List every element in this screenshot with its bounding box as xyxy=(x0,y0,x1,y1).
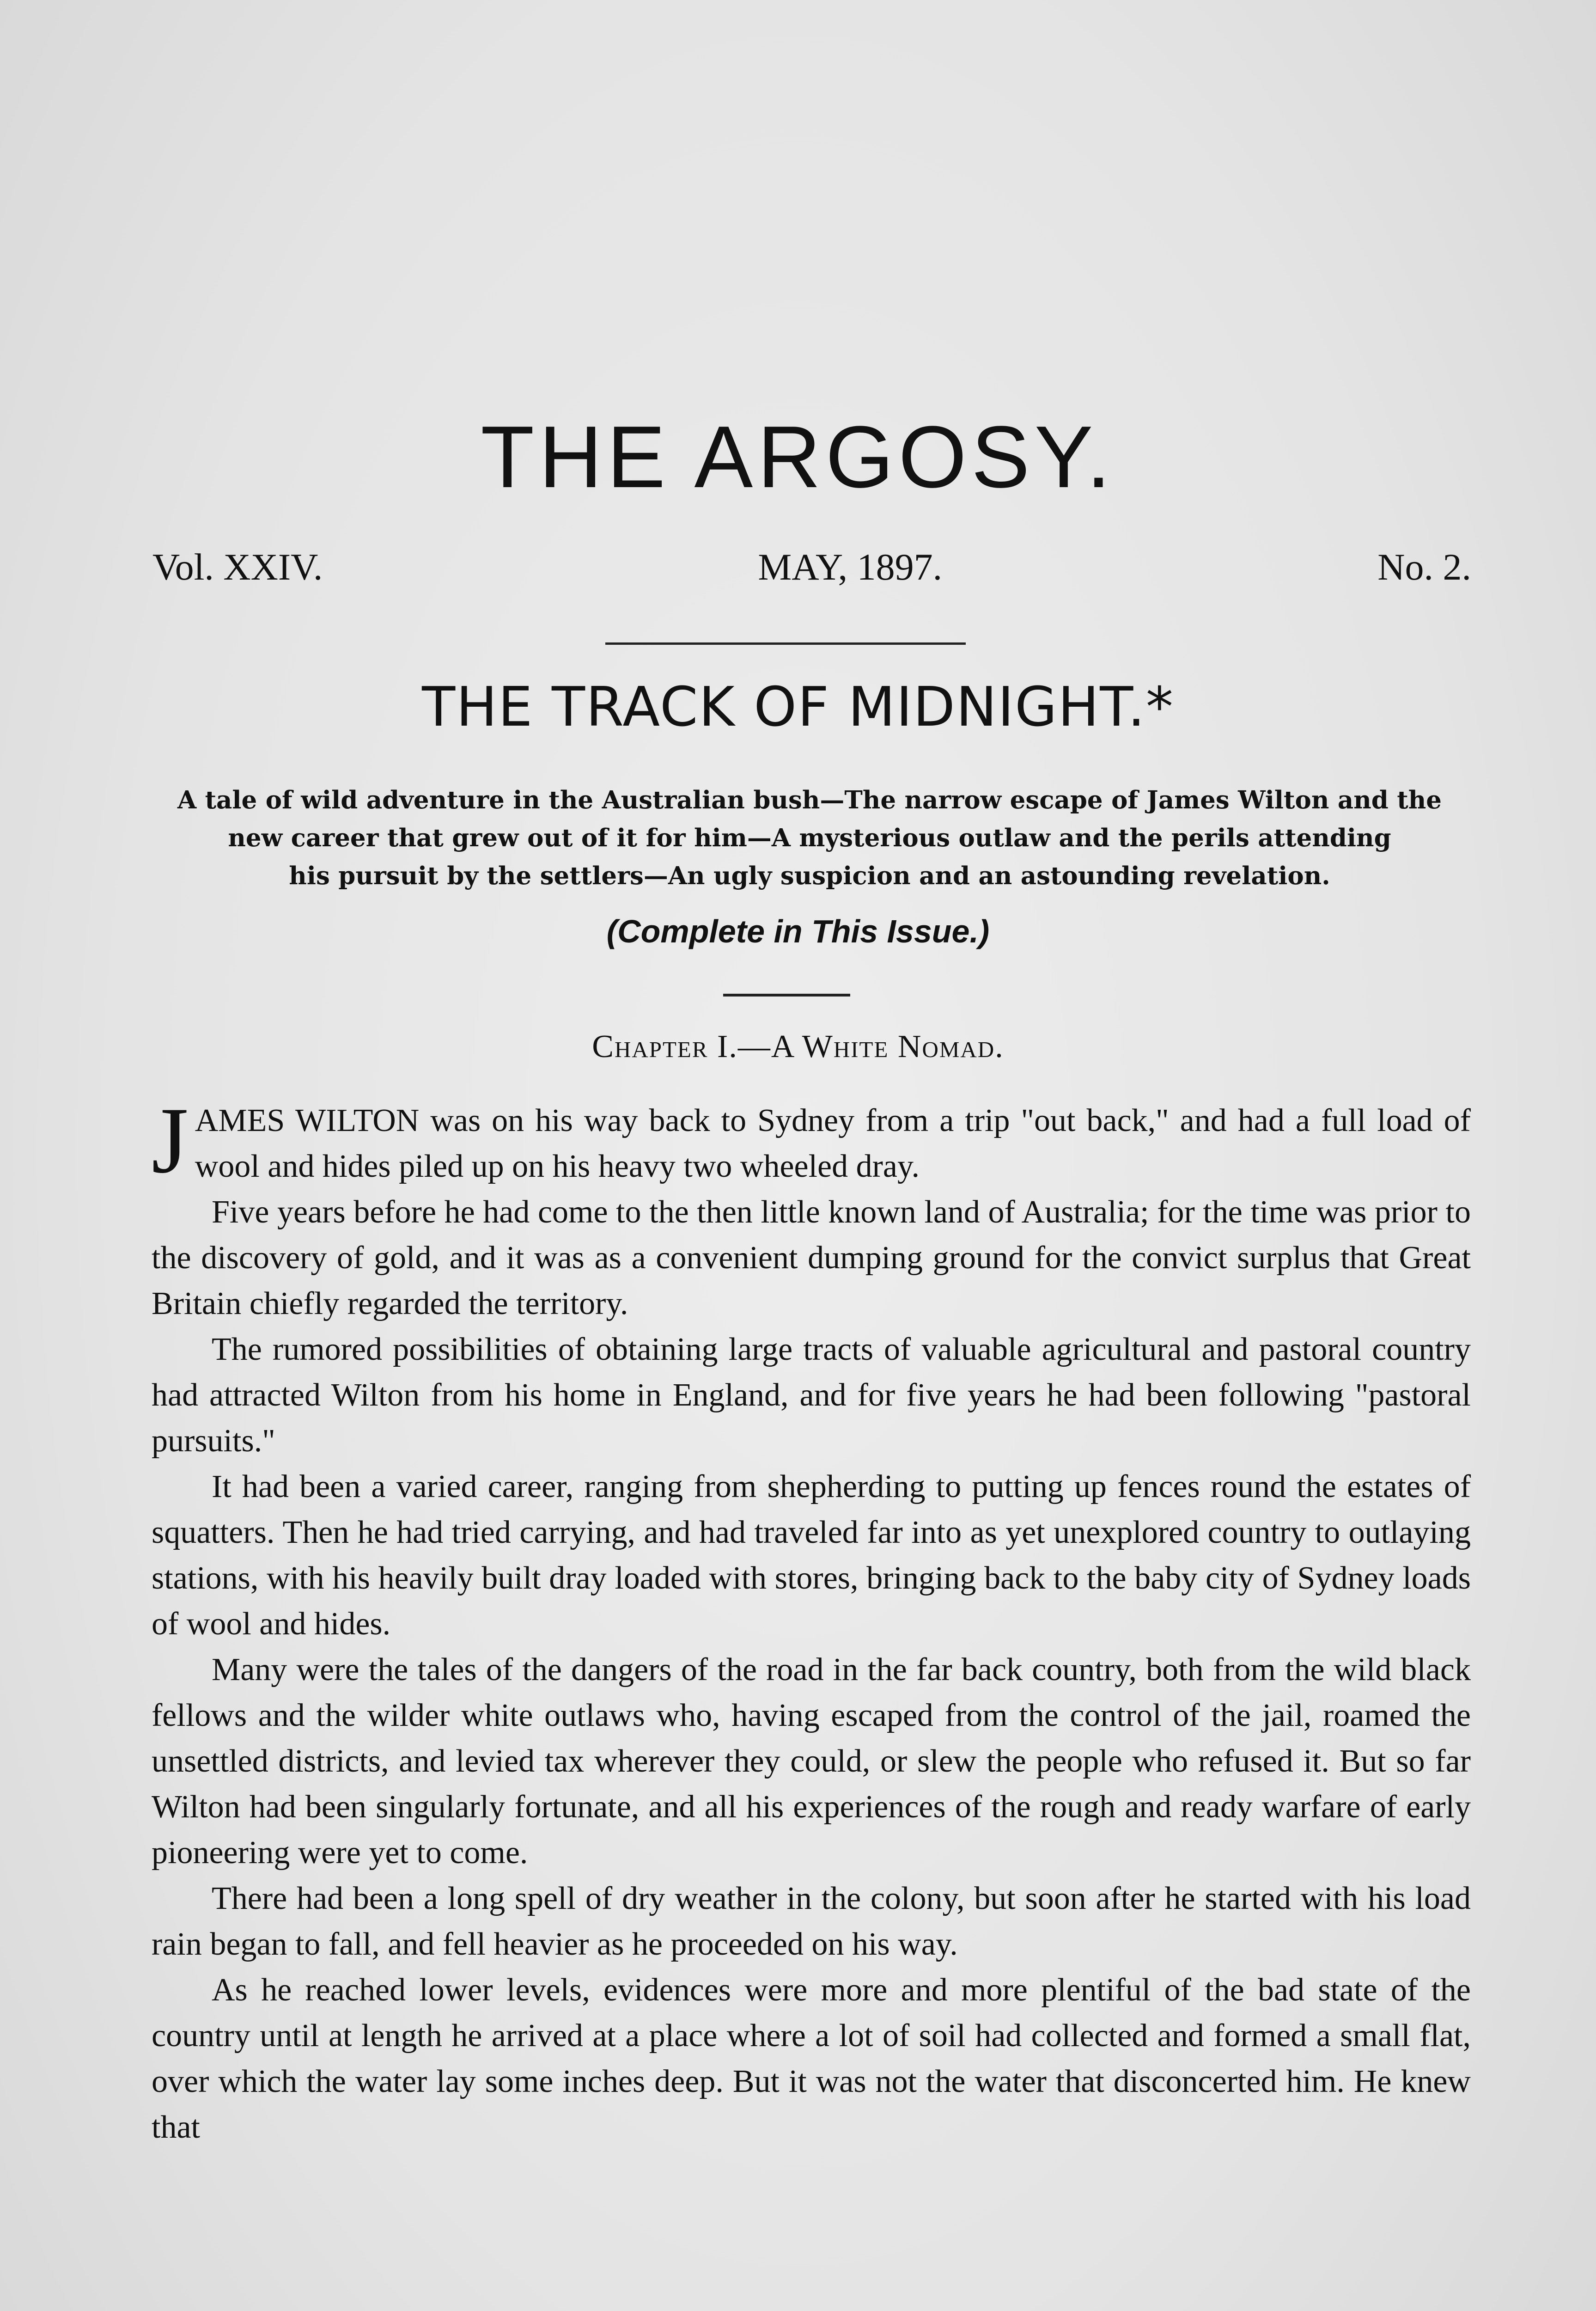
paragraph: Five years before he had come to the then little known land of Australia; for the time was prior to the discovery of gold, and it was as a convenient dumping ground for the convict surplus that Great Britain chiefly regarded the territory. xyxy=(152,1194,1471,1321)
story-body xyxy=(152,1088,1471,2150)
story-synopsis xyxy=(148,781,1471,895)
issue-line xyxy=(152,545,1471,596)
paragraph: Many were the tales of the dangers of the road in the far back country, both from the wild black fellows and the wilder white outlaws who, having escaped from the control of the jail, roamed the unsettled districts, and levied tax wherever they could, or slew the people who refused it. But so far Wilton had been singularly fortunate, and all his experiences of the rough and ready warfare of early pioneering were yet to come. xyxy=(152,1652,1471,1871)
paragraph: The rumored possibilities of obtaining large tracts of valuable agricultural and pastoral country had attracted Wilton from his home in England, and for five years he had been following "pastoral pursuits." xyxy=(152,1332,1471,1459)
paragraph: As he reached lower levels, evidences were more and more plentiful of the bad state of the country until at length he arrived at a place where a lot of soil had collected and formed a small flat, over which the water lay some inches deep. But it was not the water that disconcerted him. He knew that xyxy=(152,1972,1471,2145)
paragraph xyxy=(152,1088,1471,1193)
story-title: THE TRACK OF MIDNIGHT.* xyxy=(422,675,1174,739)
drop-cap: J xyxy=(152,1088,189,1193)
section-divider xyxy=(723,994,850,997)
magazine-title: THE ARGOSY. xyxy=(481,408,1115,506)
synopsis-line: new career that grew out of it for him—A mysterious outlaw and the perils attending xyxy=(228,824,1391,852)
volume-label: Vol. XXIV. xyxy=(152,546,323,588)
synopsis-line: A tale of wild adventure in the Australian bush—The narrow escape of James Wilton and the xyxy=(177,786,1442,814)
issue-date: MAY, 1897. xyxy=(758,546,943,588)
paragraph-text: AMES WILTON was on his way back to Sydney from a trip "out back," and had a full load of wool and hides piled up on his heavy two wheeled dray. xyxy=(195,1103,1471,1184)
chapter-heading: Chapter I.—A White Nomad. xyxy=(592,1029,1004,1064)
title-divider xyxy=(605,642,966,645)
paragraph: It had been a varied career, ranging from shepherding to putting up fences round the estates of squatters. Then he had tried carrying, and had traveled far into as yet unexplored country to outlaying stations, with his heavily built dray loaded with stores, bringing back to the baby city of Sydney loads of wool and hides. xyxy=(152,1469,1471,1642)
paragraph: There had been a long spell of dry weather in the colony, but soon after he started with his load rain began to fall, and fell heavier as he proceeded on his way. xyxy=(152,1881,1471,1962)
issue-number: No. 2. xyxy=(1377,546,1471,588)
synopsis-line: his pursuit by the settlers—An ugly suspicion and an astounding revelation. xyxy=(289,862,1330,890)
complete-note: (Complete in This Issue.) xyxy=(606,913,990,949)
